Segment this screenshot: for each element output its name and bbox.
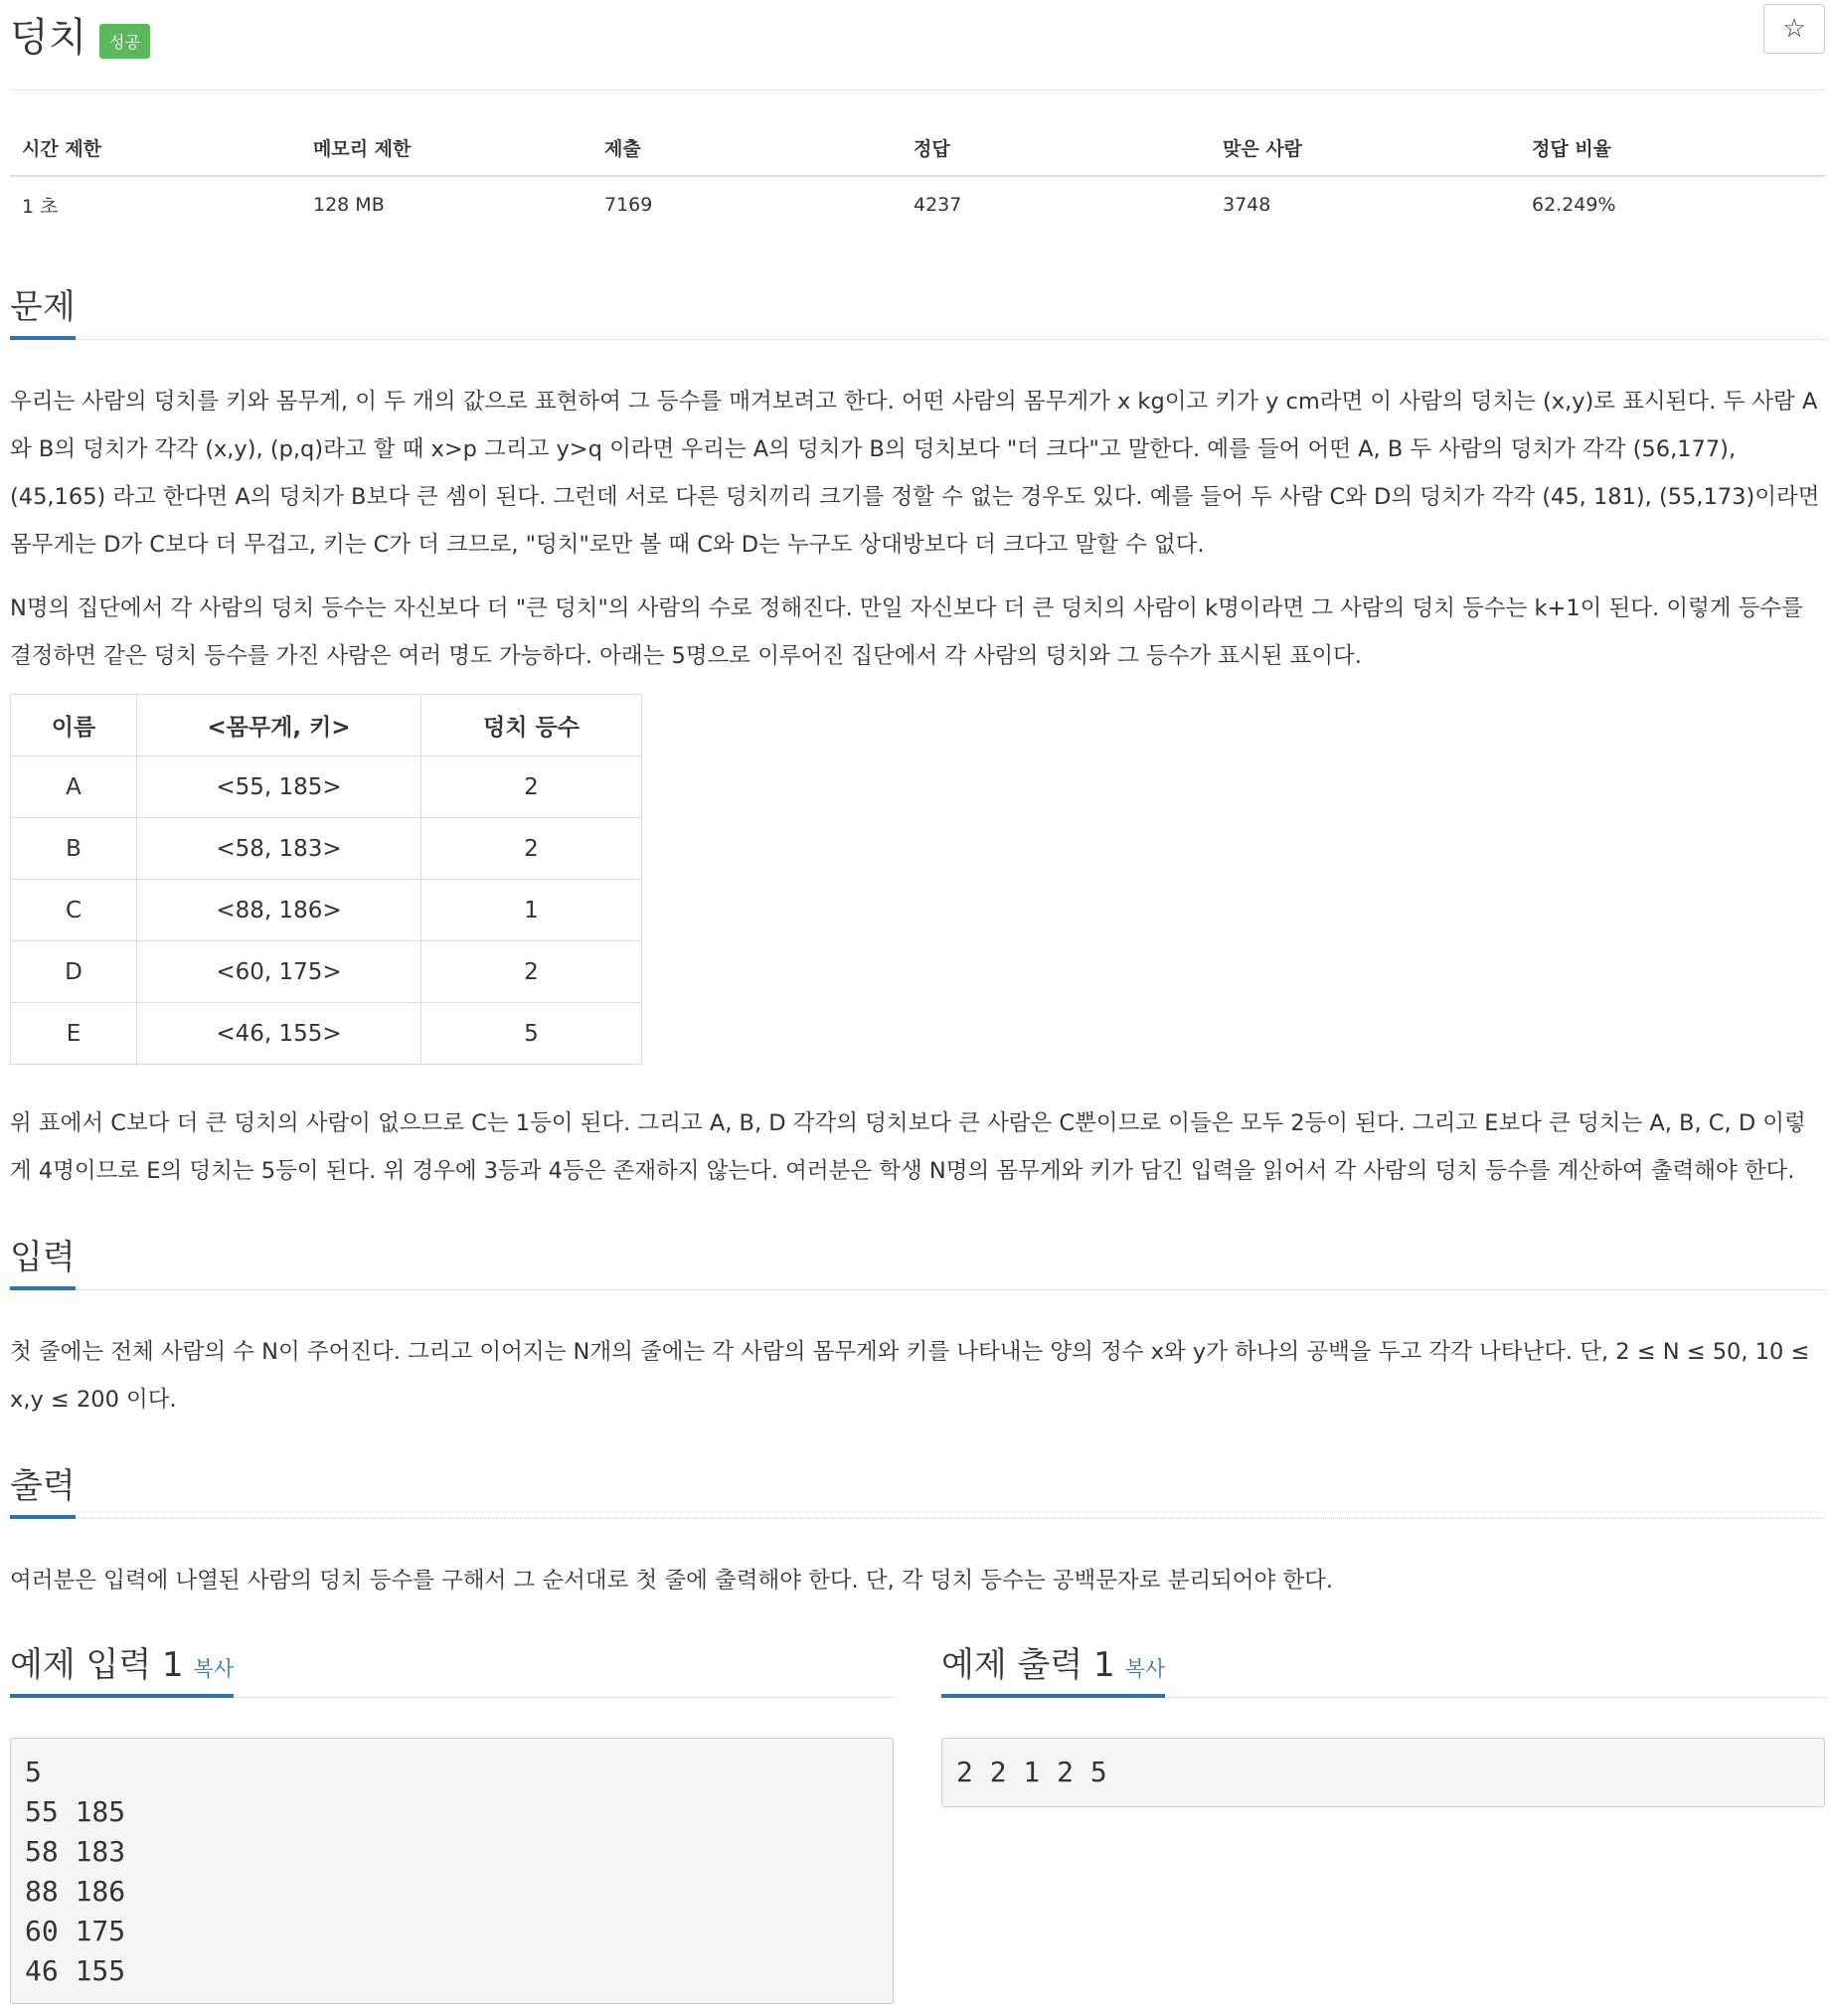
grade-cell-rank: 1 — [421, 880, 642, 941]
header-memory-limit: 메모리 제한 — [301, 119, 592, 176]
memory-limit-value: 128 MB — [313, 194, 385, 216]
header-time-limit: 시간 제한 — [10, 119, 301, 176]
sample-output-block[interactable]: 2 2 1 2 5 — [941, 1738, 1825, 1807]
accepted-value: 4237 — [914, 194, 962, 216]
sample-input-title: 예제 입력 1 복사 — [10, 1637, 234, 1698]
grade-cell-size: <55, 185> — [137, 756, 421, 818]
grade-cell-size: <46, 155> — [137, 1003, 421, 1065]
header-solvers: 맞은 사람 — [1211, 119, 1520, 176]
favorite-button[interactable] — [1763, 4, 1825, 54]
sample-input-block[interactable]: 5 55 185 58 183 88 186 60 175 46 155 — [10, 1738, 894, 2004]
output-section-title: 출력 — [10, 1458, 76, 1519]
table-row — [10, 176, 1825, 233]
header-submissions: 제출 — [592, 119, 902, 176]
title-row — [10, 0, 1825, 90]
status-badge: 성공 — [99, 24, 150, 59]
problem-page — [10, 0, 1825, 1987]
grade-cell-name: C — [11, 880, 137, 941]
grade-cell-rank: 2 — [421, 941, 642, 1003]
sample-output-header — [941, 1636, 1825, 1698]
time-limit-value: 1 초 — [22, 195, 59, 218]
input-description: 첫 줄에는 전체 사람의 수 N이 주어진다. 그리고 이어지는 N개의 줄에는 각 사람의 몸무게와 키를 나타내는 양의 정수 x와 y가 하나의 공백을 두고 각각 나타난다. 단, 2 ≤ N ≤ 50, 10 ≤ x,y ≤ 200 이다. — [10, 1339, 1810, 1413]
grade-header-name: 이름 — [11, 695, 137, 756]
problem-description-3: 위 표에서 C보다 더 큰 덩치의 사람이 없으므로 C는 1등이 된다. 그리고 A, B, D 각각의 덩치보다 큰 사람은 C뿐이므로 이들은 모두 2등이 된다. 그리고 E보다 큰 덩치는 A, B, C, D 이렇게 4명이므로 E의 덩치는 5등이 된다. 위 경우에 3등과 4등은 존재하지 않는다. 여러분은 학생 N명의 몸무게와 키가 담긴 입력을 읽어서 각 사람의 덩치 등수를 계산하여 출력해야 한다. — [10, 1110, 1806, 1184]
grade-header-weight-height: <몸무게, 키> — [137, 695, 421, 756]
header-accept-ratio: 정답 비율 — [1520, 119, 1825, 176]
grade-table-header — [11, 695, 642, 756]
copy-input-link[interactable]: 복사 — [193, 1657, 235, 1681]
grade-cell-name: D — [11, 941, 137, 1003]
grade-cell-rank: 2 — [421, 818, 642, 880]
grade-cell-name: B — [11, 818, 137, 880]
output-description: 여러분은 입력에 나열된 사람의 덩치 등수를 구해서 그 순서대로 첫 줄에 출력해야 한다. 단, 각 덩치 등수는 공백문자로 분리되어야 한다. — [10, 1568, 1334, 1594]
table-row — [11, 818, 642, 880]
submissions-value[interactable]: 7169 — [604, 194, 653, 216]
sample-output-title: 예제 출력 1 복사 — [941, 1637, 1165, 1698]
input-section-header — [10, 1229, 1825, 1290]
table-row — [11, 880, 642, 941]
accept-ratio-value: 62.249% — [1532, 194, 1616, 216]
problem-section-header — [10, 278, 1825, 340]
grade-header-rank: 덩치 등수 — [421, 695, 642, 756]
copy-output-link[interactable]: 복사 — [1124, 1657, 1166, 1681]
header-accepted: 정답 — [902, 119, 1211, 176]
input-section-title: 입력 — [10, 1230, 76, 1290]
solvers-value[interactable]: 3748 — [1223, 194, 1271, 216]
page-title: 덩치 — [10, 15, 87, 61]
grade-cell-size: <58, 183> — [137, 818, 421, 880]
grade-cell-size: <88, 186> — [137, 880, 421, 941]
table-header-row — [10, 119, 1825, 176]
grade-cell-rank: 2 — [421, 756, 642, 818]
sample-input-header — [10, 1636, 894, 1698]
table-row — [11, 756, 642, 818]
table-row — [11, 941, 642, 1003]
grade-cell-rank: 5 — [421, 1003, 642, 1065]
grade-table — [10, 694, 642, 1065]
output-section-header — [10, 1457, 1825, 1519]
problem-info-table — [10, 119, 1825, 233]
problem-description-2: N명의 집단에서 각 사람의 덩치 등수는 자신보다 더 "큰 덩치"의 사람의 수로 정해진다. 만일 자신보다 더 큰 덩치의 사람이 k명이라면 그 사람의 덩치 등수는 k+1이 된다. 이렇게 등수를 결정하면 같은 덩치 등수를 가진 사람은 여러 명도 가능하다. 아래는 5명으로 이루어진 집단에서 각 사람의 덩치와 그 등수가 표시된 표이다. — [10, 595, 1803, 669]
grade-cell-name: E — [11, 1003, 137, 1065]
grade-cell-name: A — [11, 756, 137, 818]
problem-description-1: 우리는 사람의 덩치를 키와 몸무게, 이 두 개의 값으로 표현하여 그 등수를 매겨보려고 한다. 어떤 사람의 몸무게가 x kg이고 키가 y cm라면 이 사람의 덩치는 (x,y)로 표시된다. 두 사람 A 와 B의 덩치가 각각 (x,y), (p,q)라고 할 때 x>p 그리고 y>q 이라면 우리는 A의 덩치가 B의 덩치보다 "더 크다"고 말한다. 예를 들어 어떤 A, B 두 사람의 덩치가 각각 (56,177), (45,165) 라고 한다면 A의 덩치가 B보다 큰 셈이 된다. 그런데 서로 다른 덩치끼리 크기를 정할 수 없는 경우도 있다. 예를 들어 두 사람 C와 D의 덩치가 각각 (45, 181), (55,173)이라면 몸무게는 D가 C보다 더 무겁고, 키는 C가 더 크므로, "덩치"로만 볼 때 C와 D는 누구도 상대방보다 더 크다고 말할 수 없다. — [10, 389, 1820, 558]
star-icon: ☆ — [1782, 14, 1806, 44]
grade-cell-size: <60, 175> — [137, 941, 421, 1003]
problem-section-title: 문제 — [10, 279, 76, 340]
table-row — [11, 1003, 642, 1065]
